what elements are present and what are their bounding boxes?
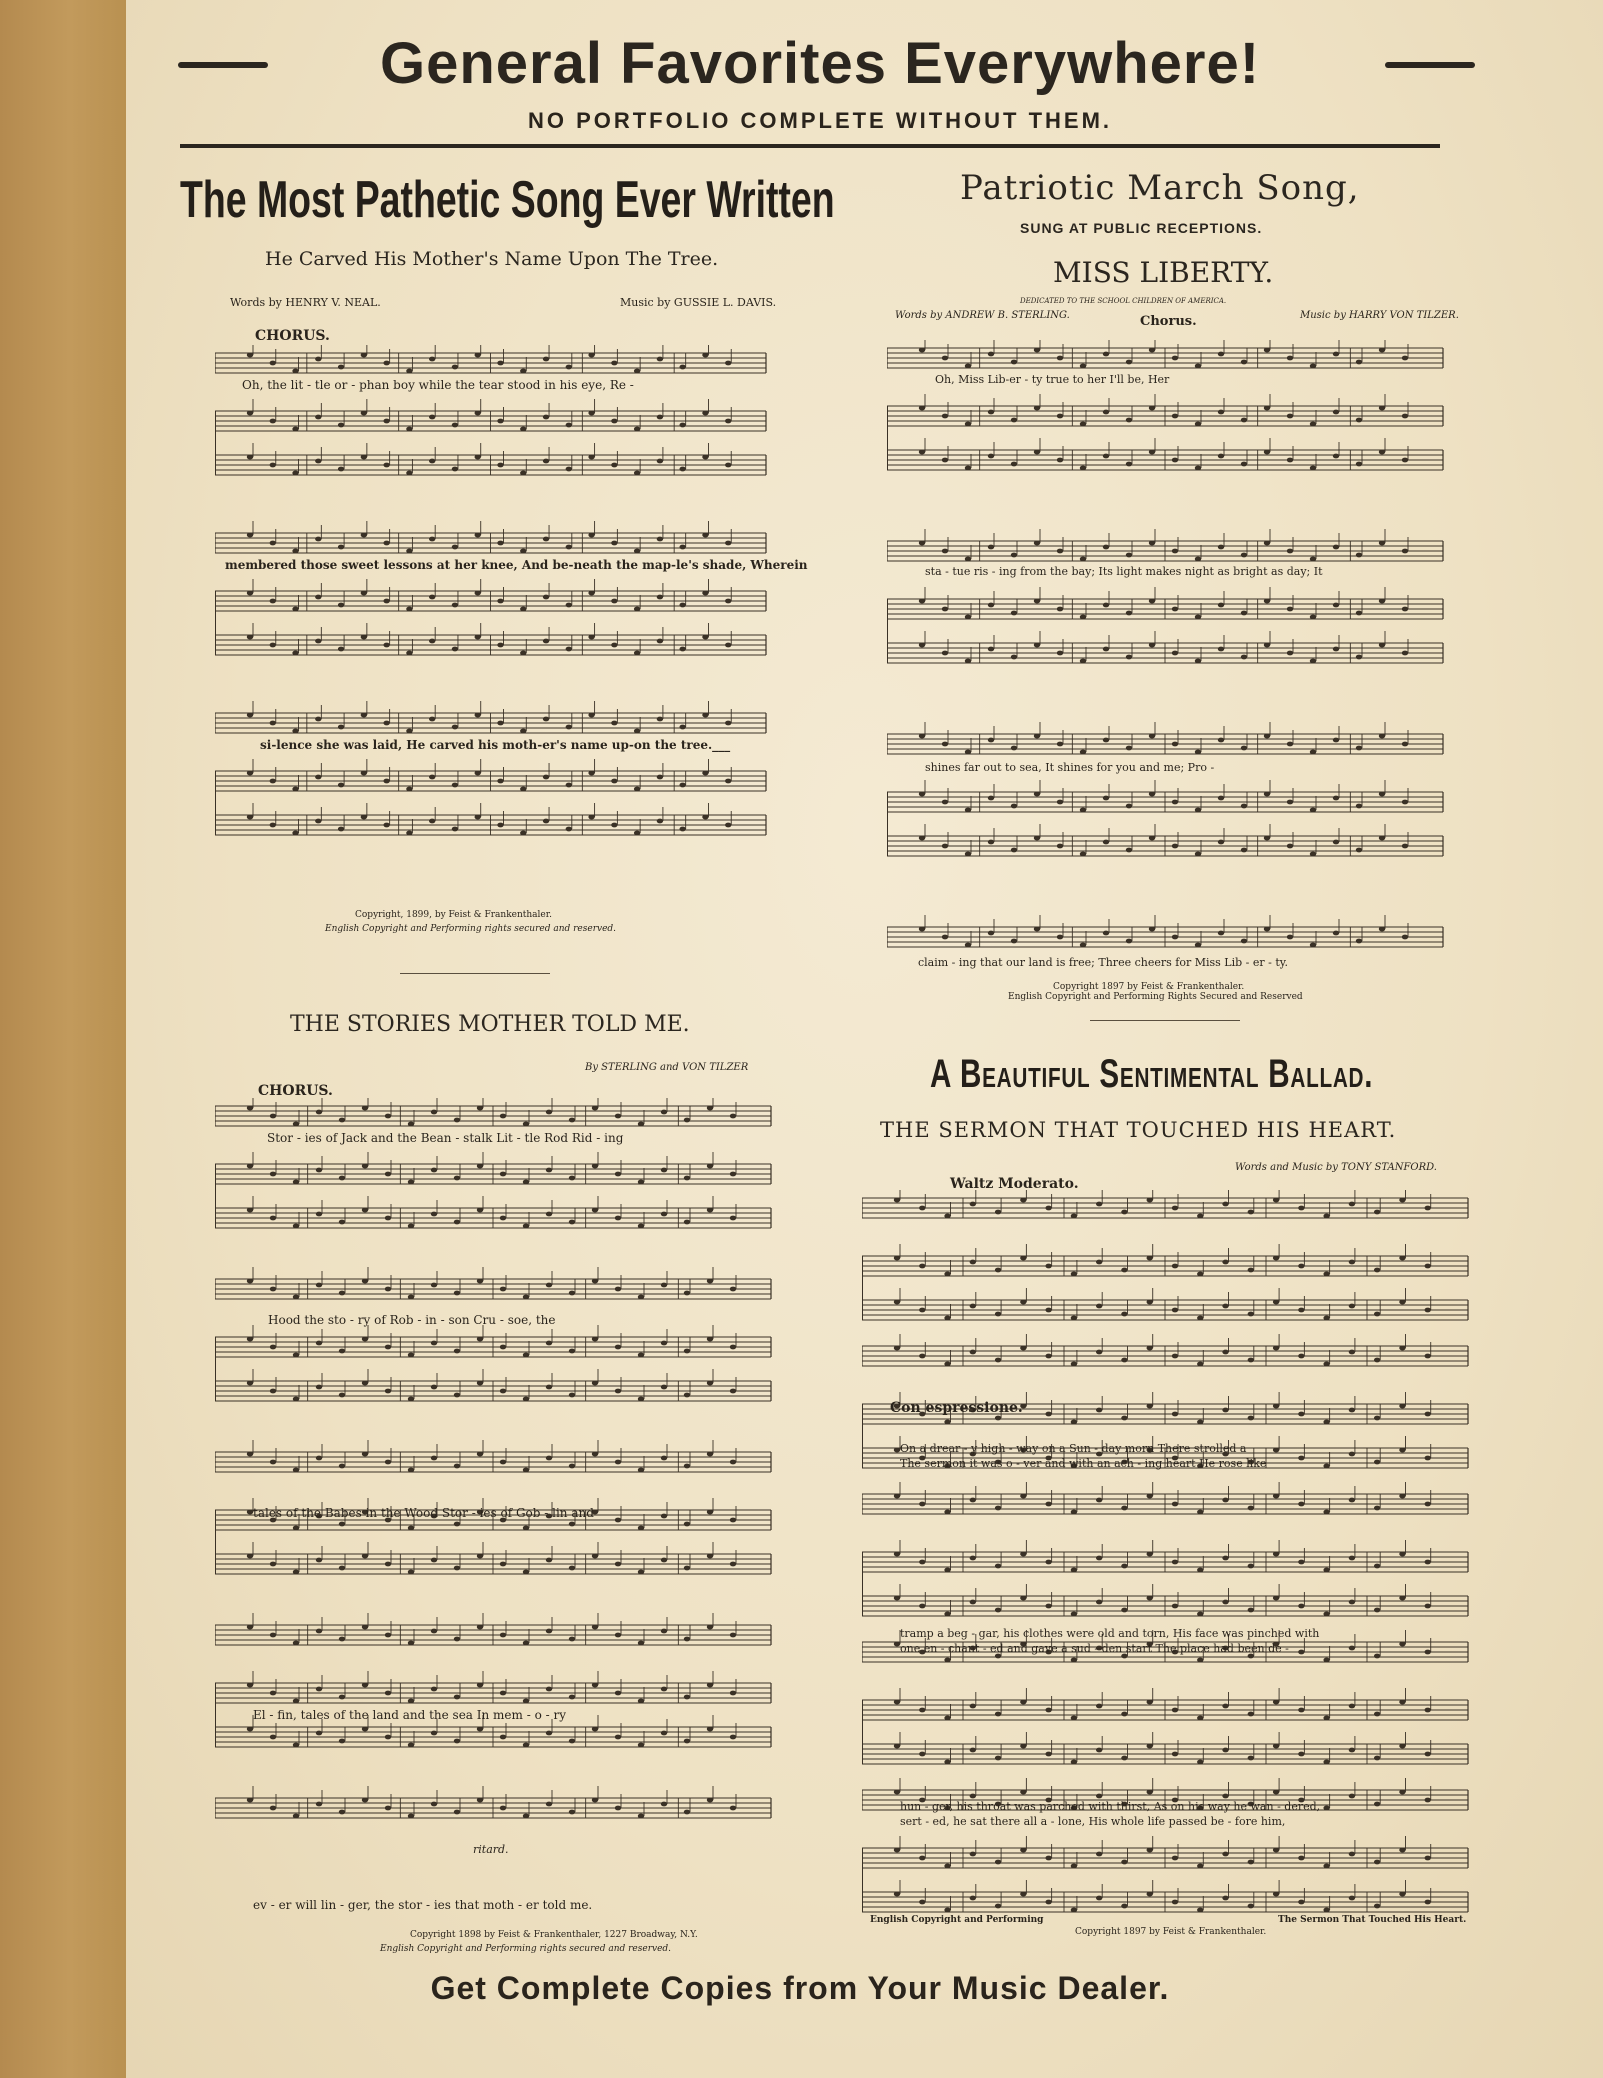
sermon-rights-left: English Copyright and Performing (870, 1915, 1044, 1925)
stories-lyric-5: ev - er will lin - ger, the stor - ies that moth - er told me. (253, 1898, 593, 1912)
liberty-lyric-1: Oh, Miss Lib-er - ty true to her I'll be, Her (935, 373, 1170, 386)
liberty-chorus-mark: Chorus. (1140, 314, 1197, 329)
sermon-expression: Con espressione. (890, 1400, 1023, 1416)
liberty-rights: English Copyright and Performing Rights Secured and Reserved (1008, 992, 1303, 1002)
pathetic-song-title: He Carved His Mother's Name Upon The Tree. (265, 248, 719, 270)
sermon-copyright: Copyright 1897 by Feist & Frankenthaler. (1075, 1927, 1267, 1937)
banner-rule (180, 144, 1440, 148)
sermon-lyric-3: tramp a beg - gar, his clothes were old and torn, His face was pinched with (900, 1627, 1320, 1640)
liberty-music-credit: Music by HARRY VON TILZER. (1300, 310, 1459, 321)
stories-lyric-4: El - fin, tales of the land and the sea In mem - o - ry (253, 1708, 567, 1722)
sermon-song-title: THE SERMON THAT TOUCHED HIS HEART. (880, 1118, 1397, 1142)
pathetic-copyright: Copyright, 1899, by Feist & Frankenthaler. (355, 910, 552, 920)
stories-lyric-2: Hood the sto - ry of Rob - in - son Cru - soe, the (268, 1313, 556, 1327)
banner-headline: General Favorites Everywhere! (379, 31, 1261, 96)
liberty-copyright: Copyright 1897 by Feist & Frankenthaler. (1053, 982, 1245, 992)
sermon-rights-right: The Sermon That Touched His Heart. (1278, 1915, 1467, 1925)
stories-lyric-3: tales of the Babes in the Wood Stor - ies of Gob - lin and (253, 1506, 594, 1520)
sermon-tempo: Waltz Moderato. (950, 1176, 1079, 1192)
pathetic-heading: The Most Pathetic Song Ever Written (180, 171, 835, 229)
pathetic-lyric-3: si-lence she was laid, He carved his moth-er's name up-on the tree.___ (260, 738, 731, 752)
pathetic-lyric-2: membered those sweet lessons at her knee, And be-neath the map-le's shade, Wherein (225, 558, 808, 572)
pathetic-lyric-1: Oh, the lit - tle or - phan boy while the tear stood in his eye, Re - (242, 378, 634, 392)
pathetic-words-credit: Words by HENRY V. NEAL. (230, 296, 381, 309)
liberty-lyric-2: sta - tue ris - ing from the bay; Its light makes night as bright as day; It (925, 565, 1323, 578)
pathetic-music-staves (215, 345, 770, 885)
liberty-dedication: DEDICATED TO THE SCHOOL CHILDREN OF AMERICA. (1020, 297, 1227, 305)
right-column-separator (1090, 1020, 1240, 1021)
right-ornament-dash (1385, 62, 1475, 68)
sermon-lyric-5: hun - ger, his throat was parched with thirst, As on his way he wan - dered, (900, 1800, 1321, 1813)
liberty-lyric-4: claim - ing that our land is free; Three cheers for Miss Lib - er - ty. (918, 956, 1288, 969)
footer-call-to-action: Get Complete Copies from Your Music Dealer. (430, 1970, 1170, 2006)
left-column-separator (400, 973, 550, 974)
stories-ritard-mark: ritard. (473, 1843, 509, 1856)
liberty-words-credit: Words by ANDREW B. STERLING. (895, 310, 1070, 321)
sermon-lyric-4: one en - chant - ed and gave a sud - den start The place had been de - (900, 1642, 1289, 1655)
sermon-byline: Words and Music by TONY STANFORD. (1235, 1162, 1437, 1173)
pathetic-music-credit: Music by GUSSIE L. DAVIS. (620, 296, 777, 309)
stories-lyric-1: Stor - ies of Jack and the Bean - stalk Lit - tle Rod Rid - ing (267, 1131, 624, 1145)
stories-rights: English Copyright and Performing rights secured and reserved. (380, 1944, 672, 1954)
pathetic-chorus-mark: CHORUS. (255, 328, 330, 344)
liberty-lyric-3: shines far out to sea, It shines for you and me; Pro - (925, 761, 1215, 774)
stories-chorus-mark: CHORUS. (258, 1083, 333, 1099)
sermon-lyric-6: sert - ed, he sat there all a - lone, His whole life passed be - fore him, (900, 1815, 1286, 1828)
stories-byline: By STERLING and VON TILZER (585, 1062, 749, 1073)
sermon-lyric-1: On a drear - y high - way on a Sun - day morn There strolled a (900, 1442, 1247, 1455)
stories-song-title: THE STORIES MOTHER TOLD ME. (290, 1012, 690, 1037)
stories-copyright: Copyright 1898 by Feist & Frankenthaler, 1227 Broadway, N.Y. (410, 1930, 698, 1940)
liberty-song-title: MISS LIBERTY. (1053, 256, 1274, 289)
pathetic-rights: English Copyright and Performing rights secured and reserved. (325, 924, 617, 934)
liberty-music-staves (887, 340, 1447, 980)
banner-subheadline: NO PORTFOLIO COMPLETE WITHOUT THEM. (527, 108, 1113, 133)
binding-strip (0, 0, 126, 2078)
sermon-heading: A Beautiful Sentimental Ballad. (930, 1052, 1374, 1096)
liberty-heading: Patriotic March Song, (960, 168, 1360, 208)
sermon-lyric-2: The sermon it was o - ver and with an ach - ing heart He rose like (900, 1457, 1267, 1470)
liberty-subheading: SUNG AT PUBLIC RECEPTIONS. (1020, 220, 1263, 236)
sermon-music-staves (862, 1190, 1472, 1950)
